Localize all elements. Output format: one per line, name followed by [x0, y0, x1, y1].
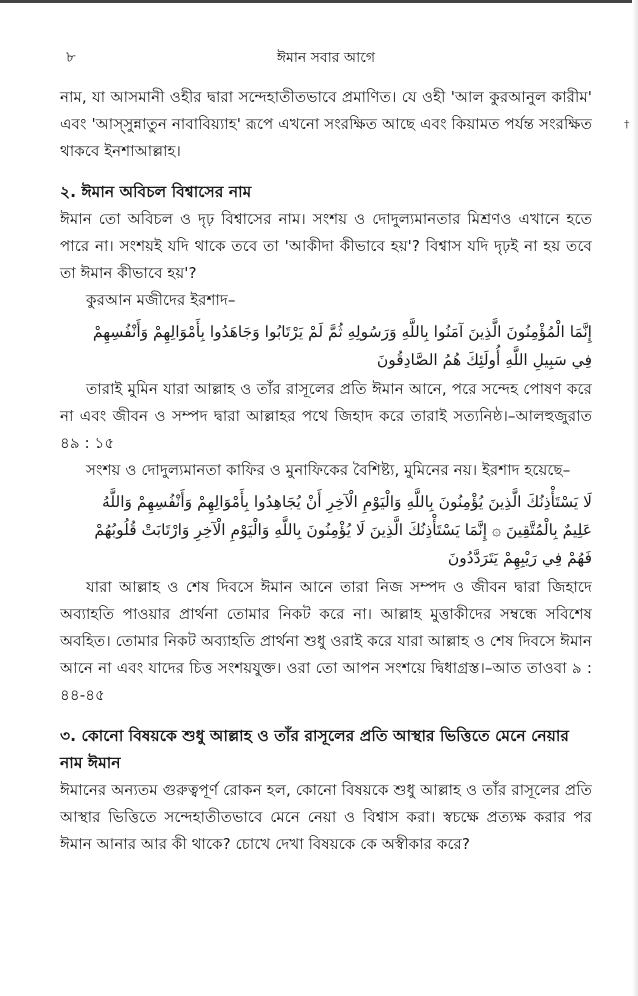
- translation-hujurat: তারাই মুমিন যারা আল্লাহ ও তাঁর রাসূলের প্রতি ঈমান আনে, পরে সন্দেহ পোষণ করে না এবং জীবন ও সম্পদ দ্বারা আল্লাহর পথে জিহাদ করে তারাই সত্যনিষ্ঠ।–আলহুজুরাত ৪৯ : ১৫: [60, 380, 592, 452]
- arabic-line: لَا يَسْتَأْذِنُكَ الَّذِينَ يُؤْمِنُونَ بِاللَّهِ وَالْيَوْمِ الْآخِرِ أَنْ يُجَاهِدُوا بِأَمْوَالِهِمْ وَأَنْفُسِهِمْ وَاللَّهُ: [102, 493, 592, 511]
- arabic-line: عَلِيمٌ بِالْمُتَّقِينَ ۞ إِنَّمَا يَسْتَأْذِنُكَ الَّذِينَ لَا يُؤْمِنُونَ بِاللَّهِ وَالْيَوْمِ الْآخِرِ وَارْتَابَتْ قُلُوبُهُمْ: [94, 521, 592, 539]
- arabic-verse-tawbah: [60, 488, 592, 572]
- section-heading-2: ২. ঈমান অবিচল বিশ্বাসের নাম: [60, 183, 252, 201]
- arabic-verse-hujurat: [60, 318, 592, 374]
- paragraph-iman-firm-belief: ঈমান তো অবিচল ও দৃঢ় বিশ্বাসের নাম। সংশয় ও দোদুল্যমানতার মিশ্রণও এখানে হতে পারে না। সংশয়ই যদি থাকে তবে তা 'আকীদা কীভাবে হয়'? বিশ্বাস যদি দৃঢ়ই না হয় তবে তা ঈমান কীভাবে হয়'?: [60, 210, 592, 282]
- paragraph-doubt-trait: সংশয় ও দোদুল্যমানতা কাফির ও মুনাফিকের বৈশিষ্ট্য, মুমিনের নয়। ইরশাদ হয়েছে–: [86, 461, 571, 479]
- page-body: [60, 84, 592, 858]
- running-title: ঈমান সবার আগে: [276, 50, 376, 66]
- arabic-line: فِي سَبِيلِ اللَّهِ أُولَئِكَ هُمُ الصَّادِقُونَ: [376, 351, 592, 369]
- section-heading-3: ৩. কোনো বিষয়কে শুধু আল্লাহ ও তাঁর রাসূলের প্রতি আস্থার ভিত্তিতে মেনে নেয়ার নাম ঈমান: [60, 727, 570, 772]
- paragraph-continuation: নাম, যা আসমানী ওহীর দ্বারা সন্দেহাতীতভাবে প্রমাণিত। যে ওহী 'আল কুরআনুল কারীম' এবং 'আস্‌সুন্নাতুন নাবাবিয়্যাহ' রূপে এখনো সংরক্ষিত আছে এবং কিয়ামত পর্যন্ত সংরক্ষিত থাকবে ইনশাআল্লাহ।: [60, 88, 592, 160]
- arabic-line: فَهُمْ فِي رَيْبِهِمْ يَتَرَدَّدُونَ: [447, 549, 592, 567]
- margin-mark: †: [624, 118, 630, 131]
- paragraph-accept-on-trust: ঈমানের অন্যতম গুরুত্বপূর্ণ রোকন হল, কোনো বিষয়কে শুধু আল্লাহ ও তাঁর রাসূলের প্রতি আস্থার ভিত্তিতে সন্দেহাতীতভাবে মেনে নেয়া ও বিশ্বাস করা। স্বচক্ষে প্রত্যক্ষ করার পর ঈমান আনার আর কী থাকে? চোখে দেখা বিষয়কে কে অস্বীকার করে?: [60, 781, 592, 853]
- quran-intro: কুরআন মজীদের ইরশাদ–: [86, 291, 236, 309]
- scan-edge-shadow: [632, 0, 638, 996]
- arabic-line: إِنَّمَا الْمُؤْمِنُونَ الَّذِينَ آمَنُوا بِاللَّهِ وَرَسُولِهِ ثُمَّ لَمْ يَرْتَابُوا وَجَاهَدُوا بِأَمْوَالِهِمْ وَأَنْفُسِهِمْ: [92, 323, 592, 341]
- top-border-rule: [0, 0, 638, 3]
- page-number: ৮: [66, 48, 76, 66]
- translation-tawbah: যারা আল্লাহ ও শেষ দিবসে ঈমান আনে তারা নিজ সম্পদ ও জীবন দ্বারা জিহাদে অব্যাহতি পাওয়ার প্রার্থনা তোমার নিকট করে না। আল্লাহ মুত্তাকীদের সম্বন্ধে সবিশেষ অবহিত। তোমার নিকট অব্যাহতি প্রার্থনা শুধু ওরাই করে যারা আল্লাহ ও শেষ দিবসে ঈমান আনে না এবং যাদের চিত্ত সংশয়যুক্ত। ওরা তো আপন সংশয়ে দ্বিধাগ্রস্ত।–আত তাওবা ৯ : ৪৪-৪৫: [60, 578, 592, 704]
- book-page: [60, 40, 592, 858]
- page-header: [60, 40, 592, 70]
